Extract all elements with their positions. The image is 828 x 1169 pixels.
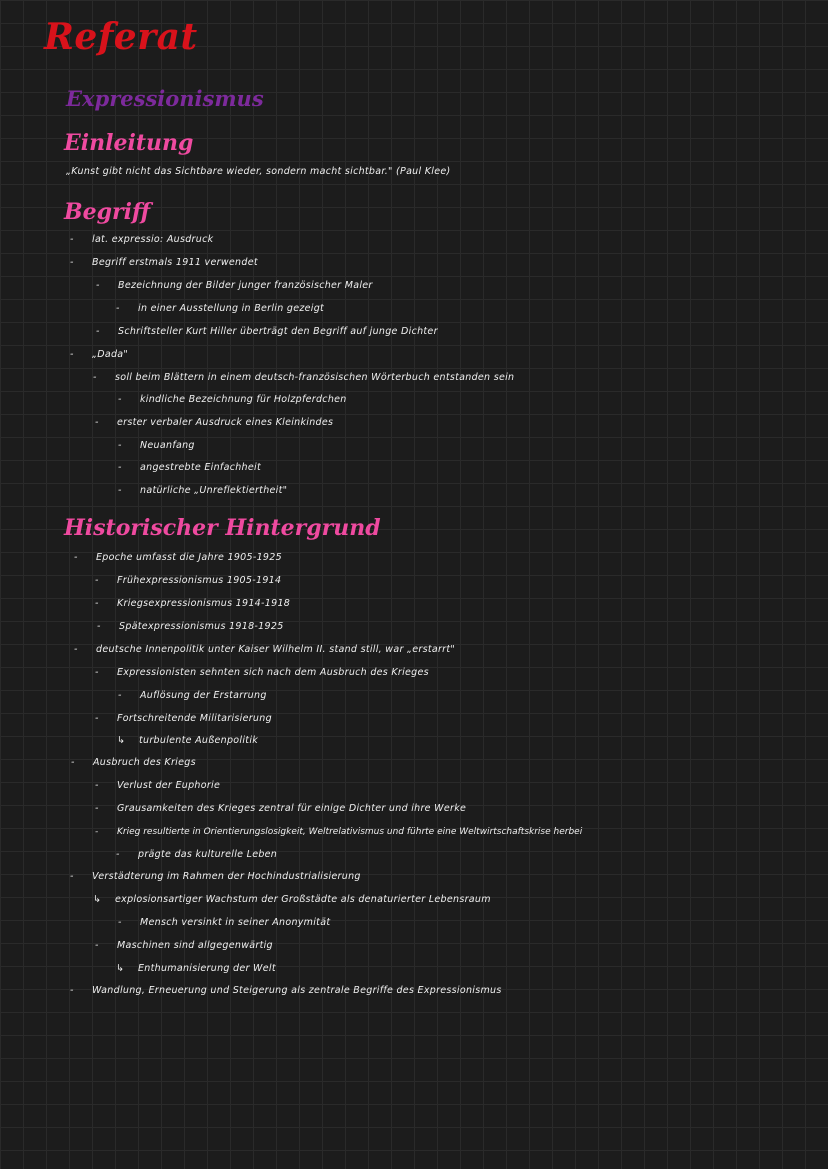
document-title: Referat (44, 16, 198, 58)
bullet-marker: - (74, 644, 78, 655)
section-heading-einleitung: Einleitung (64, 130, 194, 156)
list-item-text: deutsche Innenpolitik unter Kaiser Wilhelm II. stand still, war „erstarrt" (96, 644, 456, 655)
bullet-marker: - (70, 871, 74, 882)
arrow-marker-icon: ↳ (116, 963, 125, 974)
list-item-text: natürliche „Unreflektiertheit" (140, 485, 288, 496)
list-item (118, 439, 195, 453)
bullet-marker: - (118, 394, 122, 405)
bullet-marker: - (71, 757, 75, 768)
list-item-text: Begriff erstmals 1911 verwendet (92, 257, 258, 268)
list-item (71, 756, 196, 770)
bullet-marker: - (116, 303, 120, 314)
list-item-text: Verlust der Euphorie (117, 780, 221, 791)
bullet-marker: - (118, 485, 122, 496)
list-item-text: turbulente Außenpolitik (139, 735, 259, 746)
list-item (95, 712, 272, 726)
list-item (97, 620, 284, 634)
arrow-marker-icon: ↳ (93, 894, 102, 905)
list-item-text: soll beim Blättern in einem deutsch-französischen Wörterbuch entstanden sein (115, 372, 515, 383)
section-heading-begriff: Begriff (64, 199, 151, 225)
list-item-text: Maschinen sind allgegenwärtig (117, 940, 273, 951)
list-item-text: Wandlung, Erneuerung und Steigerung als zentrale Begriffe des Expressionismus (92, 985, 502, 996)
list-item (95, 825, 583, 839)
bullet-marker: - (118, 462, 122, 473)
bullet-marker: - (95, 417, 99, 428)
list-item (95, 666, 429, 680)
bullet-marker: - (70, 257, 74, 268)
list-item-text: Fortschreitende Militarisierung (117, 713, 272, 724)
list-item (70, 348, 129, 362)
bullet-marker: - (96, 280, 100, 291)
list-item-text: in einer Ausstellung in Berlin gezeigt (138, 303, 325, 314)
list-item-text: erster verbaler Ausdruck eines Kleinkindes (117, 417, 334, 428)
list-item-text: Ausbruch des Kriegs (93, 757, 196, 768)
bullet-marker: - (74, 552, 78, 563)
list-item (118, 916, 331, 930)
list-item-text: Spätexpressionismus 1918-1925 (119, 621, 284, 632)
list-item (96, 325, 438, 339)
bullet-marker: - (95, 575, 99, 586)
bullet-marker: - (70, 234, 74, 245)
list-item-text: Frühexpressionismus 1905-1914 (117, 575, 282, 586)
list-item-text: kindliche Bezeichnung für Holzpferdchen (140, 394, 347, 405)
list-item (118, 461, 261, 475)
list-item (118, 484, 288, 498)
bullet-marker: - (95, 803, 99, 814)
list-item (95, 779, 221, 793)
list-item-text: explosionsartiger Wachstum der Großstädte als denaturierter Lebensraum (115, 894, 491, 905)
list-item-text: Krieg resultierte in Orientierungslosigkeit, Weltrelativismus und führte eine Weltwirtschaftskrise herbei (117, 827, 583, 837)
list-item-text: Neuanfang (140, 440, 195, 451)
list-item (116, 962, 276, 976)
list-item (95, 939, 273, 953)
bullet-marker: - (93, 372, 97, 383)
list-item (93, 371, 515, 385)
list-item-text: angestrebte Einfachheit (140, 462, 261, 473)
bullet-marker: - (118, 690, 122, 701)
bullet-marker: - (70, 349, 74, 360)
bullet-marker: - (118, 440, 122, 451)
topic-heading: Expressionismus (66, 86, 264, 111)
list-item-text: Schriftsteller Kurt Hiller überträgt den Begriff auf junge Dichter (118, 326, 438, 337)
list-item-text: Grausamkeiten des Krieges zentral für einige Dichter und ihre Werke (117, 803, 467, 814)
list-item-text: Kriegsexpressionismus 1914-1918 (117, 598, 291, 609)
list-item (70, 233, 214, 247)
list-item (95, 597, 291, 611)
list-item-text: Verstädterung im Rahmen der Hochindustrialisierung (92, 871, 361, 882)
list-item-text: Auflösung der Erstarrung (140, 690, 267, 701)
bullet-marker: - (116, 849, 120, 860)
list-item (93, 893, 491, 907)
list-item-text: Mensch versinkt in seiner Anonymität (140, 917, 331, 928)
list-item (118, 689, 267, 703)
list-item-text: lat. expressio: Ausdruck (92, 234, 214, 245)
list-item-text: „Dada" (92, 349, 129, 360)
list-item (74, 551, 282, 565)
list-item (96, 279, 373, 293)
list-item-text: Epoche umfasst die Jahre 1905-1925 (96, 552, 282, 563)
section-heading-historisch: Historischer Hintergrund (64, 515, 381, 541)
list-item-text: Expressionisten sehnten sich nach dem Ausbruch des Krieges (117, 667, 429, 678)
bullet-marker: - (96, 326, 100, 337)
list-item (117, 734, 259, 748)
list-item (95, 802, 467, 816)
list-item (116, 302, 325, 316)
list-item-text: Bezeichnung der Bilder junger französischer Maler (118, 280, 373, 291)
bullet-marker: - (95, 713, 99, 724)
list-item-text: prägte das kulturelle Leben (138, 849, 278, 860)
list-item (95, 416, 334, 430)
list-item-text: Enthumanisierung der Welt (138, 963, 276, 974)
list-item (70, 984, 502, 998)
bullet-marker: - (70, 985, 74, 996)
list-item (118, 393, 347, 407)
quote-text: „Kunst gibt nicht das Sichtbare wieder, sondern macht sichtbar." (Paul Klee) (66, 166, 451, 177)
bullet-marker: - (95, 598, 99, 609)
list-item (116, 848, 278, 862)
list-item (70, 870, 361, 884)
bullet-marker: - (95, 827, 99, 837)
bullet-marker: - (97, 621, 101, 632)
list-item (95, 574, 282, 588)
bullet-marker: - (118, 917, 122, 928)
list-item (70, 256, 258, 270)
bullet-marker: - (95, 780, 99, 791)
bullet-marker: - (95, 667, 99, 678)
bullet-marker: - (95, 940, 99, 951)
arrow-marker-icon: ↳ (117, 735, 126, 746)
list-item (74, 643, 456, 657)
